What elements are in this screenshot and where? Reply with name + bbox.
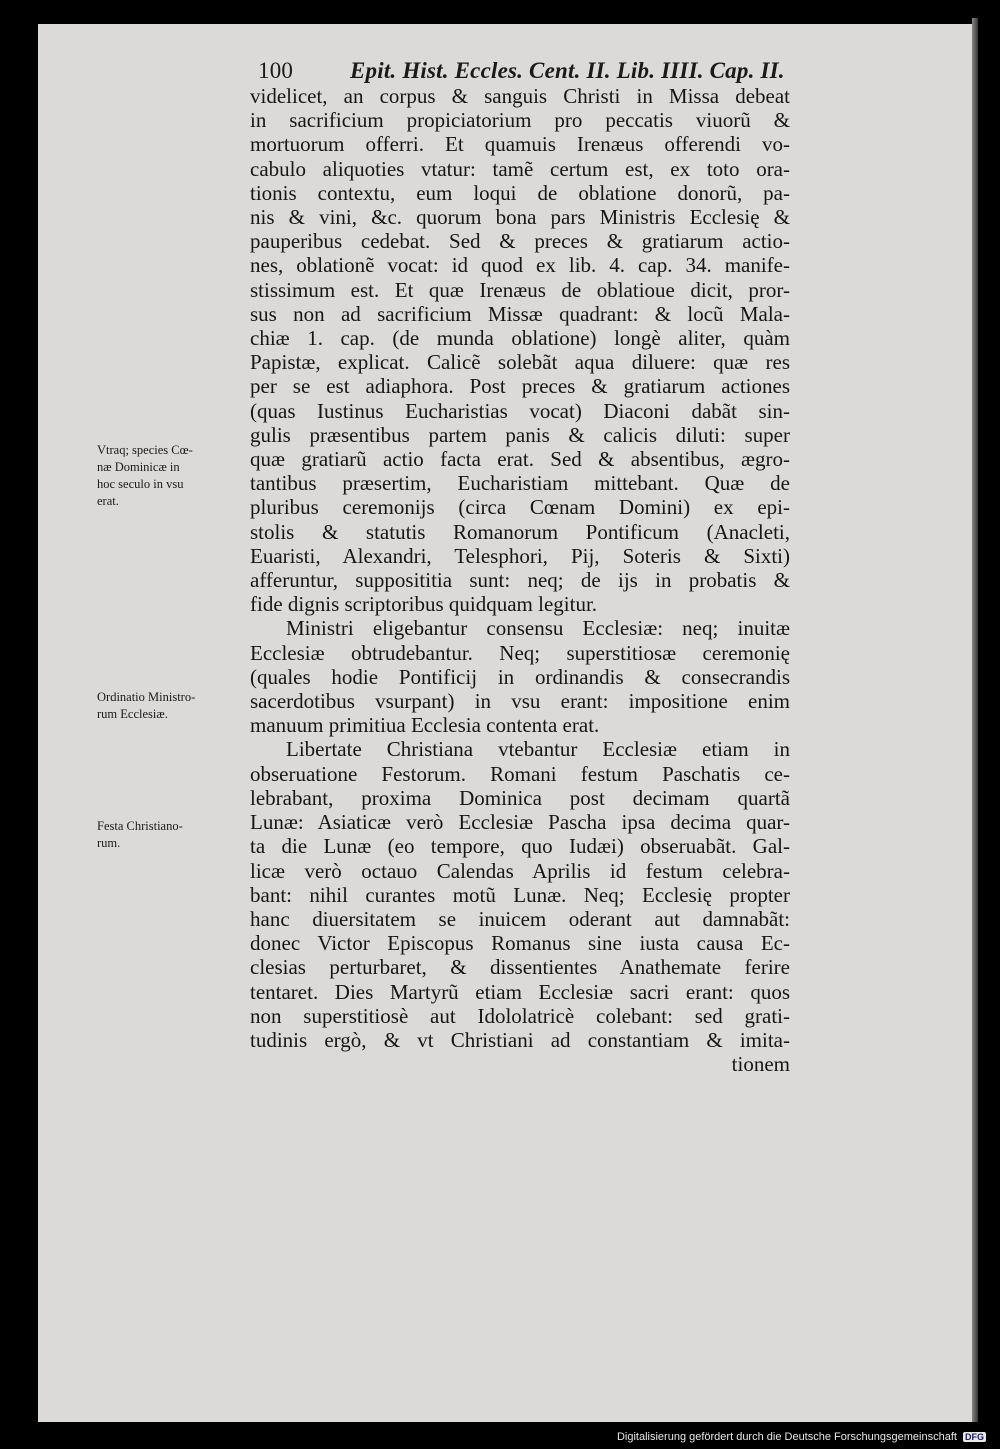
- main-text-column: [250, 84, 790, 1076]
- text-line: afferuntur, supposititia sunt: neq; de ijs in probatis &: [250, 568, 790, 593]
- text-line: quæ gratiarũ actio facta erat. Sed & absentibus, ægro-: [250, 447, 790, 472]
- text-line: sus non ad sacrificium Missæ quadrant: & locũ Mala-: [250, 301, 790, 326]
- page-edge: [972, 18, 978, 1422]
- text-line: cabulo aliquoties vtatur: tamẽ certum est, ex toto ora-: [250, 156, 790, 181]
- text-line: hanc diuersitatem se inuicem oderant aut damnabãt:: [250, 906, 790, 931]
- text-line: (quales hodie Pontificij in ordinandis & consecrandis: [250, 664, 790, 689]
- text-line: pauperibus cedebat. Sed & preces & gratiarum actio-: [250, 229, 790, 254]
- page-number: 100: [258, 58, 294, 83]
- text-line: ta die Lunæ (eo tempore, quo Iudæi) obseruabãt. Gal-: [250, 834, 790, 859]
- text-line: stissimum est. Et quæ Irenæus de oblatioue dicit, pror-: [250, 277, 790, 302]
- margin-note-line: næ Dominicæ in: [97, 460, 180, 474]
- margin-note-line: hoc seculo in vsu: [97, 477, 184, 491]
- margin-note-line: Vtraq; species Cœ-: [97, 443, 193, 457]
- text-line: donec Victor Episcopus Romanus sine iusta causa Ec-: [250, 931, 790, 956]
- text-line: bant: nihil curantes motũ Lunæ. Neq; Ecclesię propter: [250, 882, 790, 907]
- text-line: tudinis ergò, & vt Christiani ad constantiam & imita-: [250, 1027, 790, 1052]
- text-line: Papistæ, explicat. Calicẽ solebãt aqua diluere: quæ res: [250, 350, 790, 375]
- text-line: (quas Iustinus Eucharistias vocat) Diaconi dabãt sin-: [250, 398, 790, 423]
- text-line: fide dignis scriptoribus quidquam legitur.: [250, 592, 598, 617]
- margin-note-species: [97, 442, 242, 510]
- paragraph-start-line: Libertate Christiana vtebantur Ecclesiæ etiam in: [286, 737, 790, 762]
- text-line: manuum primitiua Ecclesia contenta erat.: [250, 713, 600, 738]
- text-line: tionis contextu, eum loqui de oblatione donorũ, pa-: [250, 180, 790, 205]
- margin-note-line: Ordinatio Ministro-: [97, 690, 196, 704]
- text-line: Lunæ: Asiaticæ verò Ecclesiæ Pascha ipsa decima quar-: [250, 810, 790, 835]
- text-line: per se est adiaphora. Post preces & gratiarum actiones: [250, 374, 790, 399]
- text-line: pluribus ceremonijs (circa Cœnam Domini) ex epi-: [250, 495, 790, 520]
- margin-note-festa: [97, 818, 242, 852]
- margin-note-line: Festa Christiano-: [97, 819, 183, 833]
- text-line: mortuorum offerri. Et quamuis Irenæus offerendi vo-: [250, 132, 790, 157]
- text-line: videlicet, an corpus & sanguis Christi in Missa debeat: [250, 84, 790, 108]
- text-line: tantibus præsertim, Eucharistiam mittebant. Quæ de: [250, 471, 790, 496]
- text-line: obseruatione Festorum. Romani festum Paschatis ce-: [250, 761, 790, 786]
- text-line: Euaristi, Alexandri, Telesphori, Pij, Soteris & Sixti): [250, 543, 790, 568]
- text-line: in sacrificium propiciatorium pro peccatis viuorũ &: [250, 108, 790, 133]
- text-line: clesias perturbaret, & dissentientes Anathemate ferire: [250, 955, 790, 980]
- text-line: nis & vini, &c. quorum bona pars Ministris Ecclesię &: [250, 205, 790, 230]
- text-line: nes, oblationẽ vocat: id quod ex lib. 4. cap. 34. manife-: [250, 253, 790, 278]
- paragraph-start-line: Ministri eligebantur consensu Ecclesiæ: neq; inuitæ: [286, 616, 790, 641]
- text-line: non superstitiosè aut Idololatricè colebant: sed grati-: [250, 1003, 790, 1028]
- margin-note-line: rum.: [97, 836, 121, 850]
- catchword: tionem: [731, 1052, 790, 1077]
- running-title: Epit. Hist. Eccles. Cent. II. Lib. IIII. Cap. II.: [350, 58, 785, 83]
- text-line: chiæ 1. cap. (de munda oblatione) longè aliter, quàm: [250, 326, 790, 351]
- text-line: licæ verò octauo Calendas Aprilis id festum celebra-: [250, 858, 790, 883]
- dfg-logo: DFG: [965, 1432, 984, 1442]
- margin-note-line: rum Ecclesiæ.: [97, 707, 168, 721]
- credit-text: Digitalisierung gefördert durch die Deutsche Forschungsgemeinschaft: [616, 1431, 957, 1443]
- text-line: stolis & statutis Romanorum Pontificum (Anacleti,: [250, 519, 790, 544]
- margin-note-line: erat.: [97, 494, 119, 508]
- text-line: sacerdotibus vsurpant) in vsu erant: impositione enim: [250, 689, 790, 714]
- text-line: gulis præsentibus partem panis & calicis diluti: super: [250, 422, 790, 447]
- margin-note-ordinatio: [97, 689, 242, 723]
- text-line: Ecclesiæ obtrudebantur. Neq; superstitiosæ ceremonię: [250, 640, 790, 665]
- text-line: tentaret. Dies Martyrũ etiam Ecclesiæ sacri erant: quos: [250, 979, 790, 1004]
- text-line: lebrabant, proxima Dominica post decimam quartã: [250, 785, 790, 810]
- digitization-credit: [617, 1431, 986, 1443]
